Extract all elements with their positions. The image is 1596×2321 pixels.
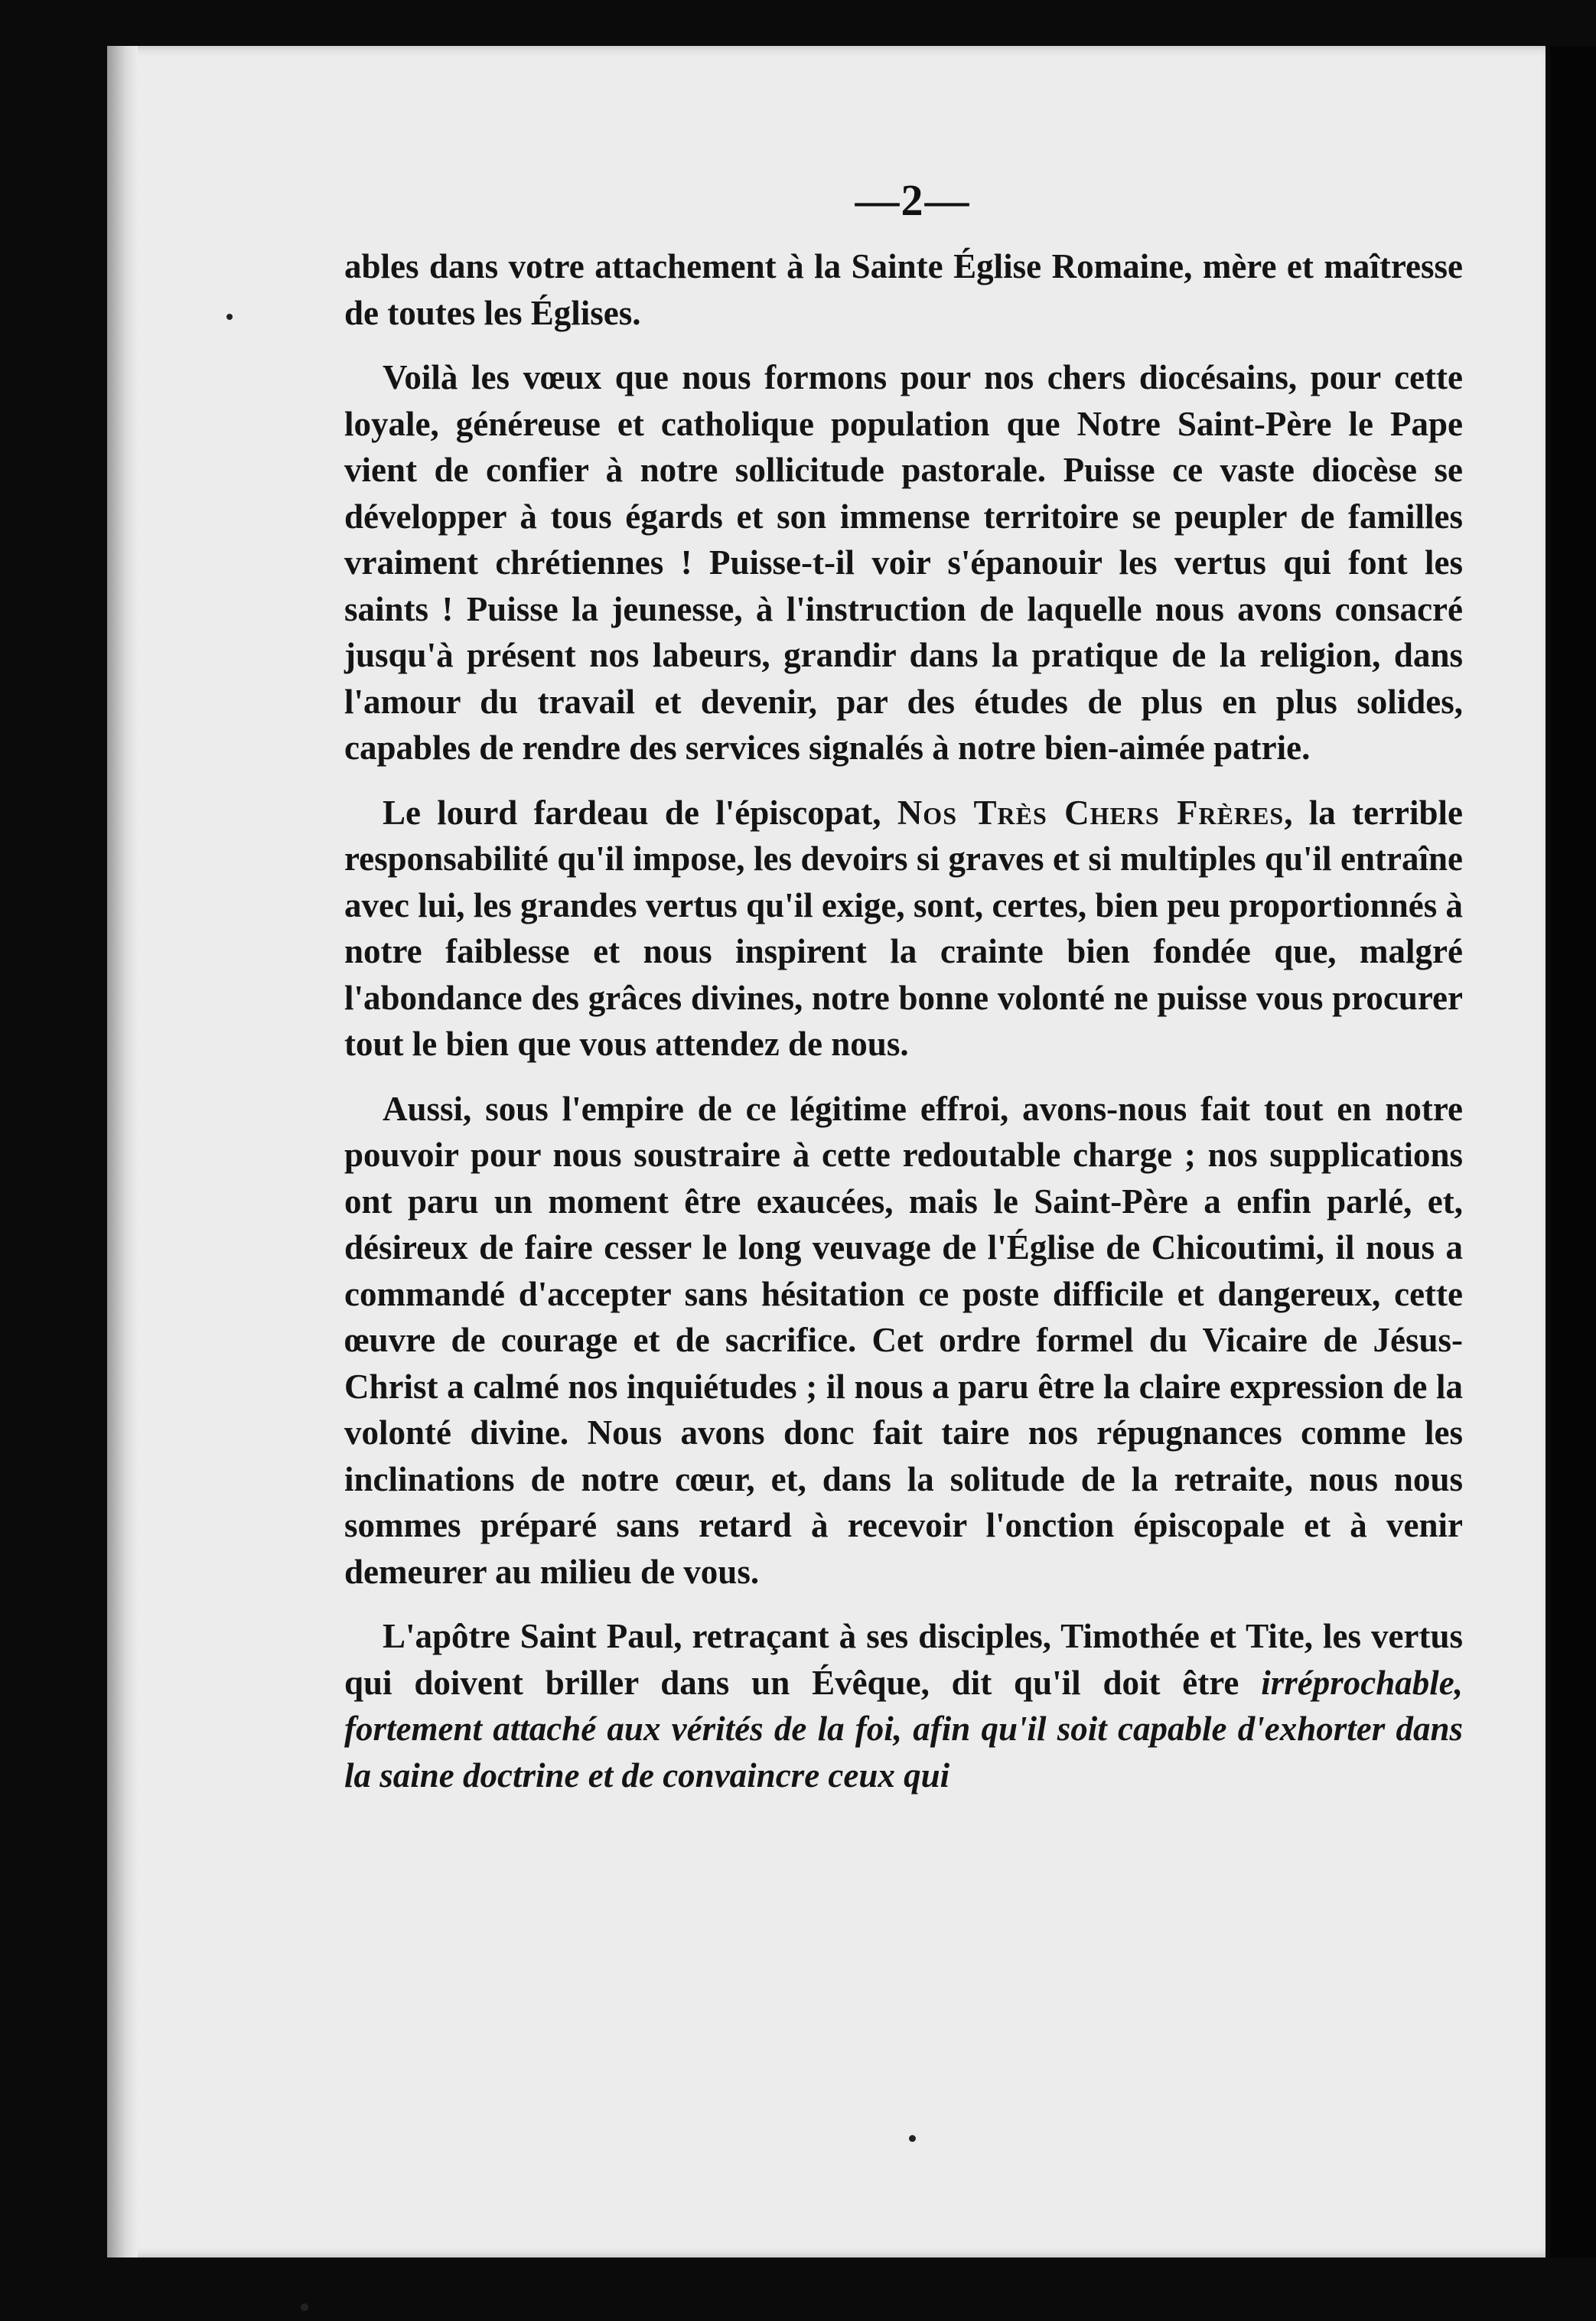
scan-speck — [226, 314, 233, 320]
address-smallcaps: Nos Très Chers Frères — [897, 793, 1285, 832]
paragraph-4: Aussi, sous l'empire de ce légitime effroi, avons-nous fait tout en notre pouvoir pour nous soustraire à cette redoutable charge ; nos supplications ont paru un moment être exaucées, mais le Saint-Père a enfin parlé, et, désireux de faire cesser le long veuvage de l'Église de Chicoutimi, il nous a commandé d'accepter sans hésitation ce poste difficile et dangereux, cette œuvre de courage et de sacrifice. Cet ordre formel du Vicaire de Jésus-Christ a calmé nos inquiétudes ; il nous a paru être la claire expression de la volonté divine. Nous avons donc fait taire nos répugnances comme les inclinations de notre cœur, et, dans la solitude de la retraite, nous nous sommes préparé sans retard à recevoir l'onction épiscopale et à venir demeurer au milieu de vous. — [344, 1089, 1463, 1591]
paragraph-3 — [344, 790, 1463, 1068]
paragraph-2: Voilà les vœux que nous formons pour nos chers diocésains, pour cette loyale, généreuse et catholique population que Notre Saint-Père le Pape vient de confier à notre sollicitude pastorale. Puisse ce vaste diocèse se développer à tous égards et son immense territoire se peupler de familles vraiment chrétiennes ! Puisse-t-il voir s'épanouir les vertus qui font les saints ! Puisse la jeunesse, à l'instruction de laquelle nous avons consacré jusqu'à présent nos labeurs, grandir dans la pratique de la religion, dans l'amour du travail et devenir, par des études de plus en plus solides, capables de rendre des services signalés à notre bien-aimée patrie. — [344, 358, 1463, 767]
paragraph-5-text-start: L'apôtre Saint Paul, retraçant à ses disciples, Timothée et Tite, les vertus qui doivent briller dans un Évêque, dit qu'il doit être — [344, 1617, 1463, 1702]
scan-speck — [909, 2135, 916, 2142]
paragraph-5 — [344, 1613, 1463, 1798]
page-body — [344, 243, 1463, 1817]
scan-speck — [301, 2303, 308, 2311]
binding-shadow — [107, 46, 138, 2257]
scan-border — [1550, 46, 1596, 2257]
page-number: —2— — [855, 175, 971, 225]
paragraph-3-text-end: , la terrible responsabilité qu'il impose, les devoirs si graves et si multiples qu'il entraîne avec lui, les grandes vertus qu'il exige, sont, certes, bien peu proportionnés à notre faiblesse et nous inspirent la crainte bien fondée que, malgré l'abondance des grâces divines, notre bonne volonté ne puisse vous procurer tout le bien que vous attendez de nous. — [344, 793, 1463, 1063]
scripture-quote: irréprochable, fortement attaché aux vérités de la foi, afin qu'il soit capable d'exhorter dans la saine doctrine et de convaincre ceux qui — [344, 1663, 1463, 1795]
paragraph-3-text-start: Le lourd fardeau de l'épiscopat, — [383, 793, 897, 832]
paragraph-1: ables dans votre attachement à la Sainte Église Romaine, mère et maîtresse de toutes les Églises. — [344, 247, 1463, 332]
